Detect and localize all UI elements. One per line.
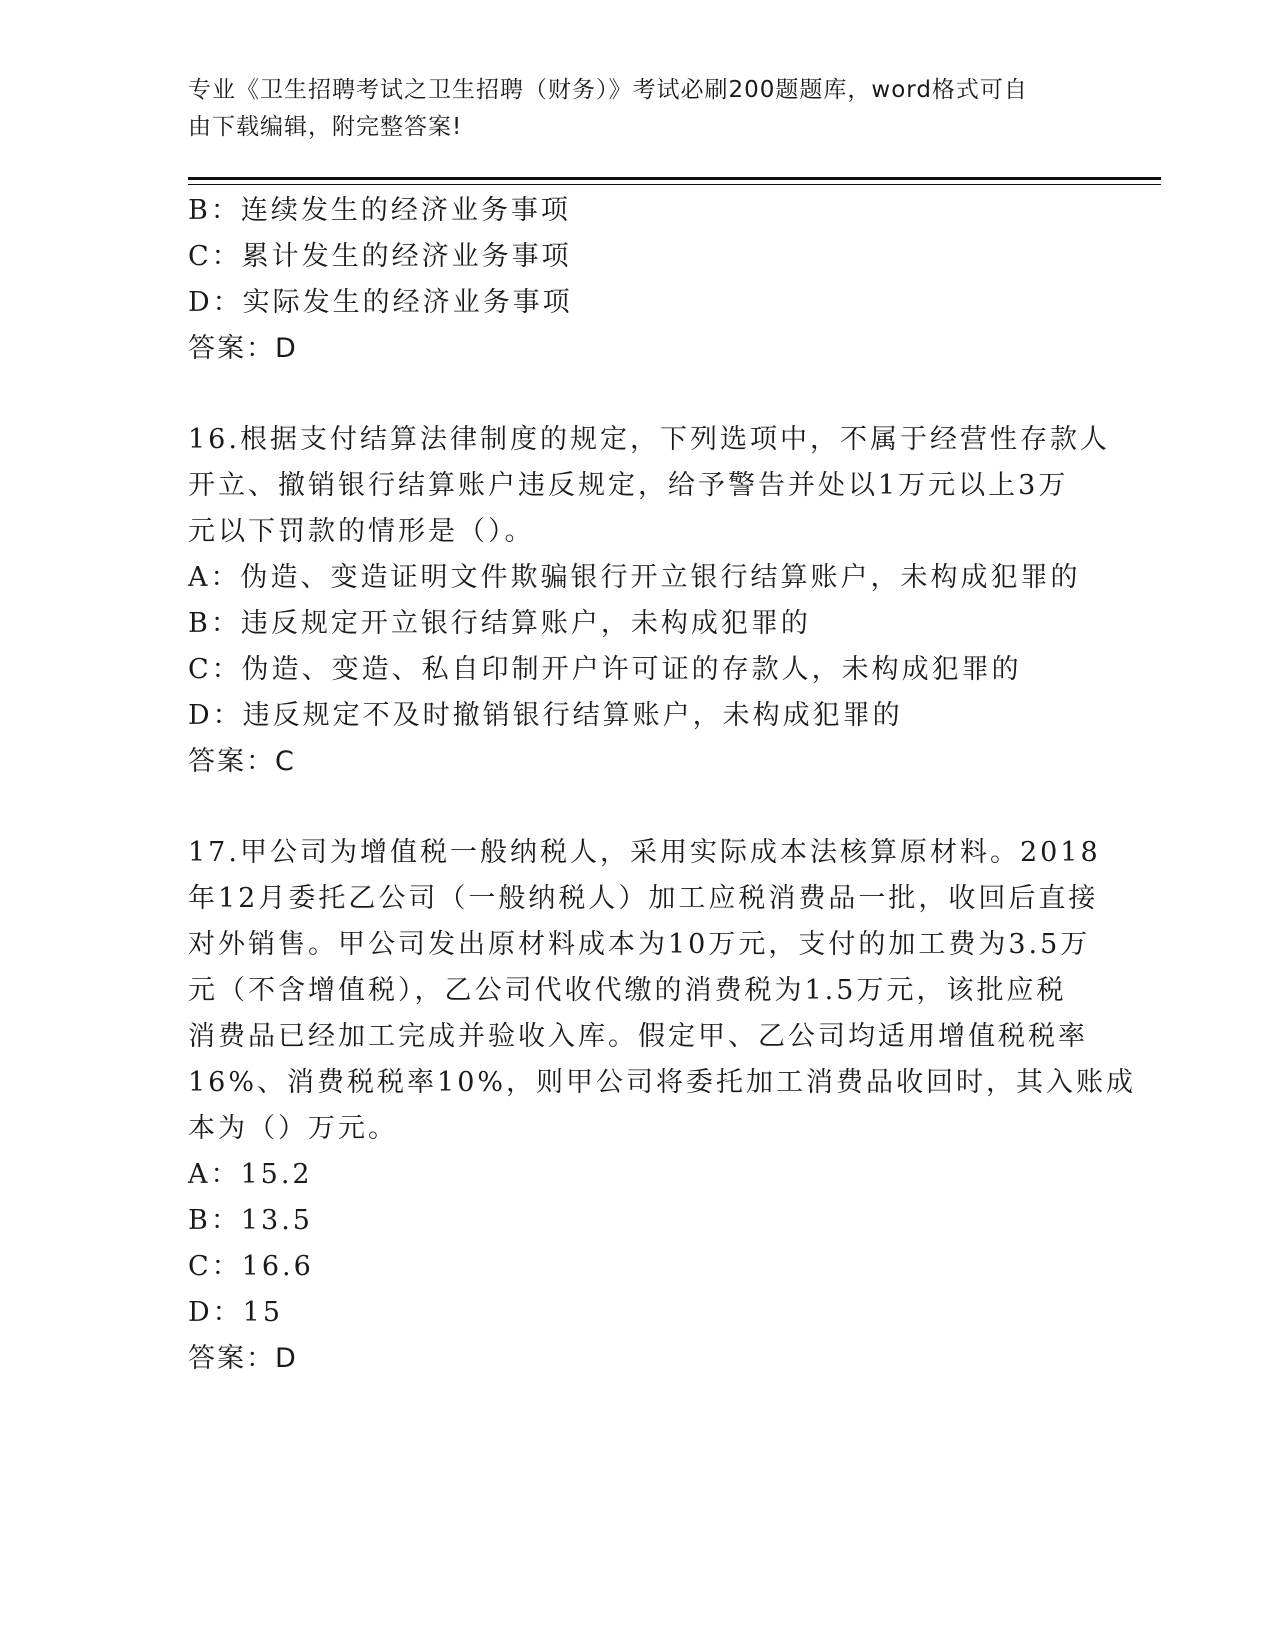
question-stem-line: 16.根据支付结算法律制度的规定，下列选项中，不属于经营性存款人 [188,424,1110,455]
question-stem-line: 元（不含增值税），乙公司代收代缴的消费税为1.5万元，该批应税 [188,975,1067,1006]
header-divider-thick [188,177,1161,180]
header-divider-thin [188,184,1161,185]
question-stem-line: 17.甲公司为增值税一般纳税人，采用实际成本法核算原材料。2018 [188,837,1101,868]
option-b: B：违反规定开立银行结算账户，未构成犯罪的 [188,608,811,639]
question-stem-line: 本为（）万元。 [188,1113,398,1144]
option-d: D：违反规定不及时撤销银行结算账户，未构成犯罪的 [188,700,903,731]
option-b: B：13.5 [188,1205,313,1236]
header-line-2: 由下载编辑，附完整答案! [188,114,463,140]
header-line-1: 专业《卫生招聘考试之卫生招聘（财务）》考试必刷200题题库，word格式可自 [188,77,1028,103]
answer-line: 答案：D [188,1343,298,1374]
question-15-continuation [188,188,1088,372]
option-c: C：伪造、变造、私自印制开户许可证的存款人，未构成犯罪的 [188,654,1022,685]
question-stem-line: 年12月委托乙公司（一般纳税人）加工应税消费品一批，收回后直接 [188,883,1099,914]
question-17 [188,830,1137,1382]
document-header [188,72,1068,146]
option-c: C：累计发生的经济业务事项 [188,241,572,272]
option-c: C：16.6 [188,1251,314,1282]
answer-line: 答案：C [188,746,296,777]
question-stem-line: 消费品已经加工完成并验收入库。假定甲、乙公司均适用增值税税率 [188,1021,1088,1052]
option-a: A：15.2 [188,1159,313,1190]
question-spacer [188,372,1088,417]
question-spacer [188,785,1088,830]
question-16 [188,417,1110,785]
answer-line: 答案：D [188,333,298,364]
option-b: B：连续发生的经济业务事项 [188,195,571,226]
question-stem-line: 对外销售。甲公司发出原材料成本为10万元，支付的加工费为3.5万 [188,929,1091,960]
option-d: D：15 [188,1297,284,1328]
question-stem-line: 16%、消费税税率10%，则甲公司将委托加工消费品收回时，其入账成 [188,1067,1137,1098]
question-stem-line: 开立、撤销银行结算账户违反规定，给予警告并处以1万元以上3万 [188,470,1069,501]
document-body [188,188,1137,1382]
question-stem-line: 元以下罚款的情形是（）。 [188,516,535,547]
option-a: A：伪造、变造证明文件欺骗银行开立银行结算账户，未构成犯罪的 [188,562,1081,593]
option-d: D：实际发生的经济业务事项 [188,287,573,318]
